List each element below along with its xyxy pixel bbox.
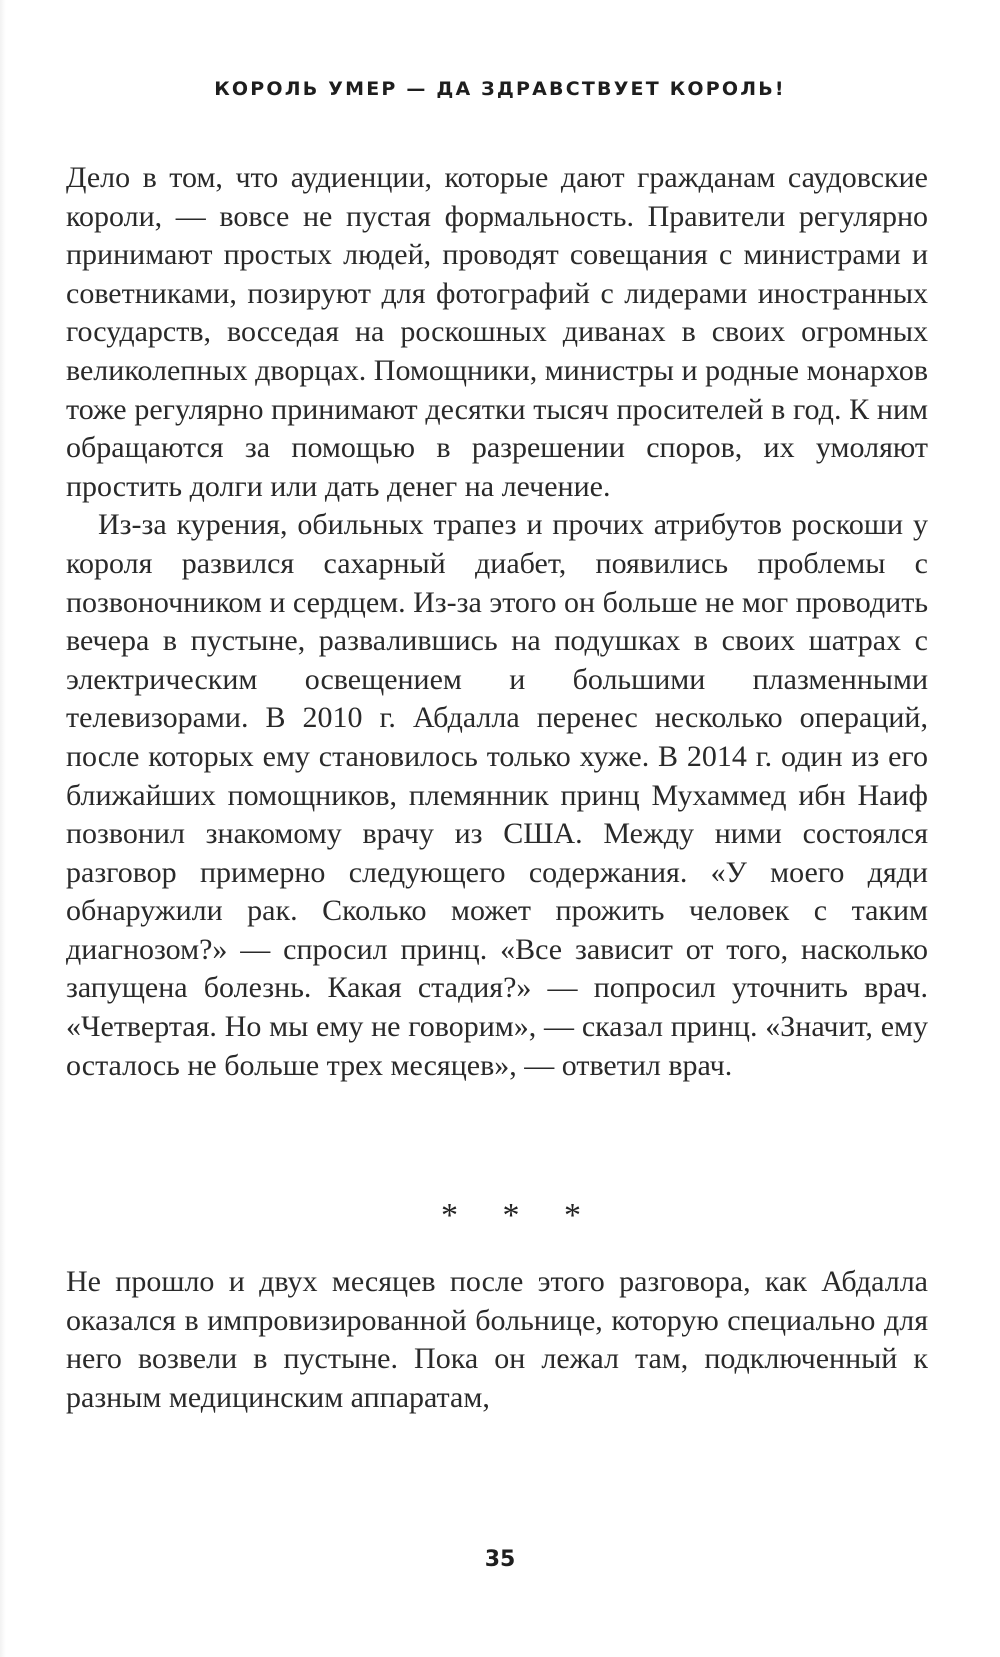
paragraph-hospital: Не прошло и двух месяцев после этого разговора, как Абдалла оказался в импровизированной больнице, которую специально для него возвели в пустыне. Пока он лежал там, подключенный к разным медицинским аппаратам, (66, 1265, 928, 1414)
section-divider: * * * (441, 1197, 599, 1234)
text-block-lower (66, 1263, 928, 1417)
page-edge-shadow (0, 0, 6, 1657)
paragraph-illness: Из-за курения, обильных трапез и прочих атрибутов роскоши у короля развился сахарный диабет, появились проблемы с позвоночником и сердцем. Из-за этого он больше не мог проводить вечера в пустыне, развалившись на подушках в своих шатрах с электрическим освещением и большими плазменными телевизорами. В 2010 г. Абдалла перенес несколько операций, после которых ему становилось только хуже. В 2014 г. один из его ближайших помощников, племянник принц Мухаммед ибн Наиф позвонил знакомому врачу из США. Между ними состоялся разговор примерно следующего содержания. «У моего дяди обнаружили рак. Сколько может прожить человек с таким диагнозом?» — спросил принц. «Все зависит от того, насколько запущена болезнь. Какая стадия?» — попросил уточнить врач. «Четвертая. Но мы ему не говорим», — сказал принц. «Значит, ему осталось не больше трех месяцев», — ответил врач. (66, 508, 928, 1082)
page-number: 35 (484, 1547, 516, 1572)
paragraph-audiences: Дело в том, что аудиенции, которые дают гражданам саудовские короли, — вовсе не пустая формальность. Правители регулярно принимают простых людей, проводят совещания с министрами и советниками, позируют для фотографий с лидерами иностранных государств, восседая на роскошных диванах в своих огромных великолепных дворцах. Помощники, министры и родные монархов тоже регулярно принимают десятки тысяч просителей в год. К ним обращаются за помощью в разрешении споров, их умоляют простить долги или дать денег на лечение. (66, 161, 928, 503)
running-head: КОРОЛЬ УМЕР — ДА ЗДРАВСТВУЕТ КОРОЛЬ! (214, 78, 786, 100)
text-block-upper (66, 159, 928, 1085)
